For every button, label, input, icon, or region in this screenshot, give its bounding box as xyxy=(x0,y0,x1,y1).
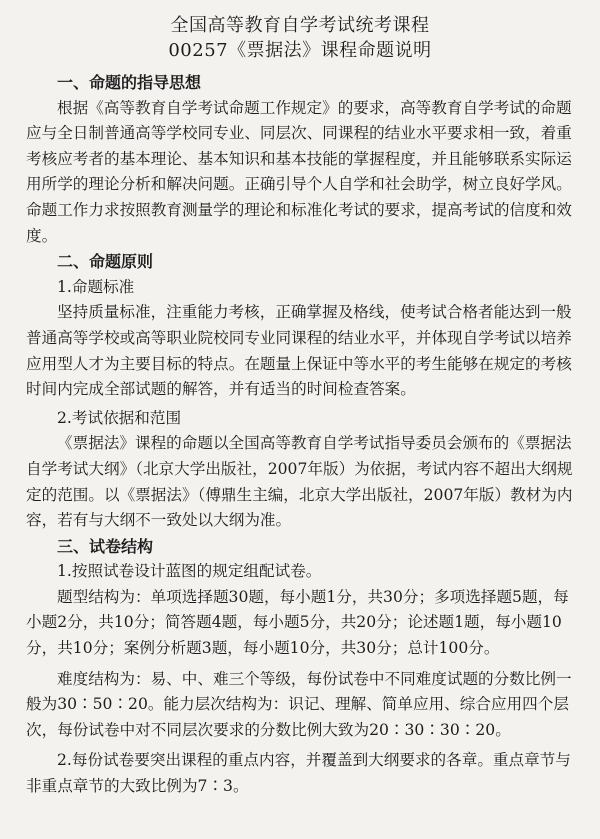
section2-sub1-heading: 1.命题标准 xyxy=(57,277,135,296)
section1-paragraph: 根据《高等教育自学考试命题工作规定》的要求，高等教育自学考试的命题应与全日制普通高等学校同专业、同层次、同课程的结业水平要求相一致，着重考核应考者的基本理论、基本知识和基本技能的掌握程度，并且能够联系实际运用所学的理论分析和解决问题。正确引导个人自学和社会助学，树立良好学风。命题工作力求按照教育测量学的理论和标准化考试的要求，提高考试的信度和效度。 xyxy=(26,98,572,245)
document-title-line2: 00257《票据法》课程命题说明 xyxy=(168,40,432,61)
section3-type-structure: 题型结构为：单项选择题30题，每小题1分，共30分；多项选择题5题，每小题2分，共10分；简答题4题，每小题5分，共20分；论述题1题，每小题10分，共10分；案例分析题3题，每小题10分，共30分；总计100分。 xyxy=(26,587,569,658)
section2-heading: 二、命题原则 xyxy=(57,252,154,272)
section2-sub1-paragraph: 坚持质量标准，注重能力考核，正确掌握及格线，使考试合格者能达到一般普通高等学校或高等职业院校同专业同课程的结业水平，并体现自学考试以培养应用型人才为主要目标的特点。在题量上保证中等水平的考生能够在规定的考核时间内完成全部试题的解答，并有适当的时间检查答案。 xyxy=(26,303,572,399)
section3-item1: 1.按照试卷设计蓝图的规定组配试卷。 xyxy=(57,562,322,581)
section2-sub2-heading: 2.考试依据和范围 xyxy=(57,408,182,427)
section2-sub2-paragraph: 《票据法》课程的命题以全国高等教育自学考试指导委员会颁布的《票据法自学考试大纲》（北京大学出版社，2007年版）为依据，考试内容不超出大纲规定的范围。以《票据法》（傅鼎生主编，北京大学出版社，2007年版）教材为内容，若有与大纲不一致处以大纲为准。 xyxy=(26,434,573,530)
document-body xyxy=(26,70,584,800)
document-title-line1: 全国高等教育自学考试统考课程 xyxy=(170,15,430,36)
section3-difficulty-structure: 难度结构为：易、中、难三个等级，每份试卷中不同难度试题的分数比例一般为30∶50∶20。能力层次结构为：识记、理解、简单应用、综合应用四个层次，每份试卷中对不同层次要求的分数比例大致为20∶30∶30∶20。 xyxy=(26,669,572,739)
section3-item2: 2.每份试卷要突出课程的重点内容，并覆盖到大纲要求的各章。重点章节与非重点章节的大致比例为7∶3。 xyxy=(26,751,571,796)
section1-heading: 一、命题的指导思想 xyxy=(57,73,202,92)
section3-heading: 三、试卷结构 xyxy=(57,536,154,556)
